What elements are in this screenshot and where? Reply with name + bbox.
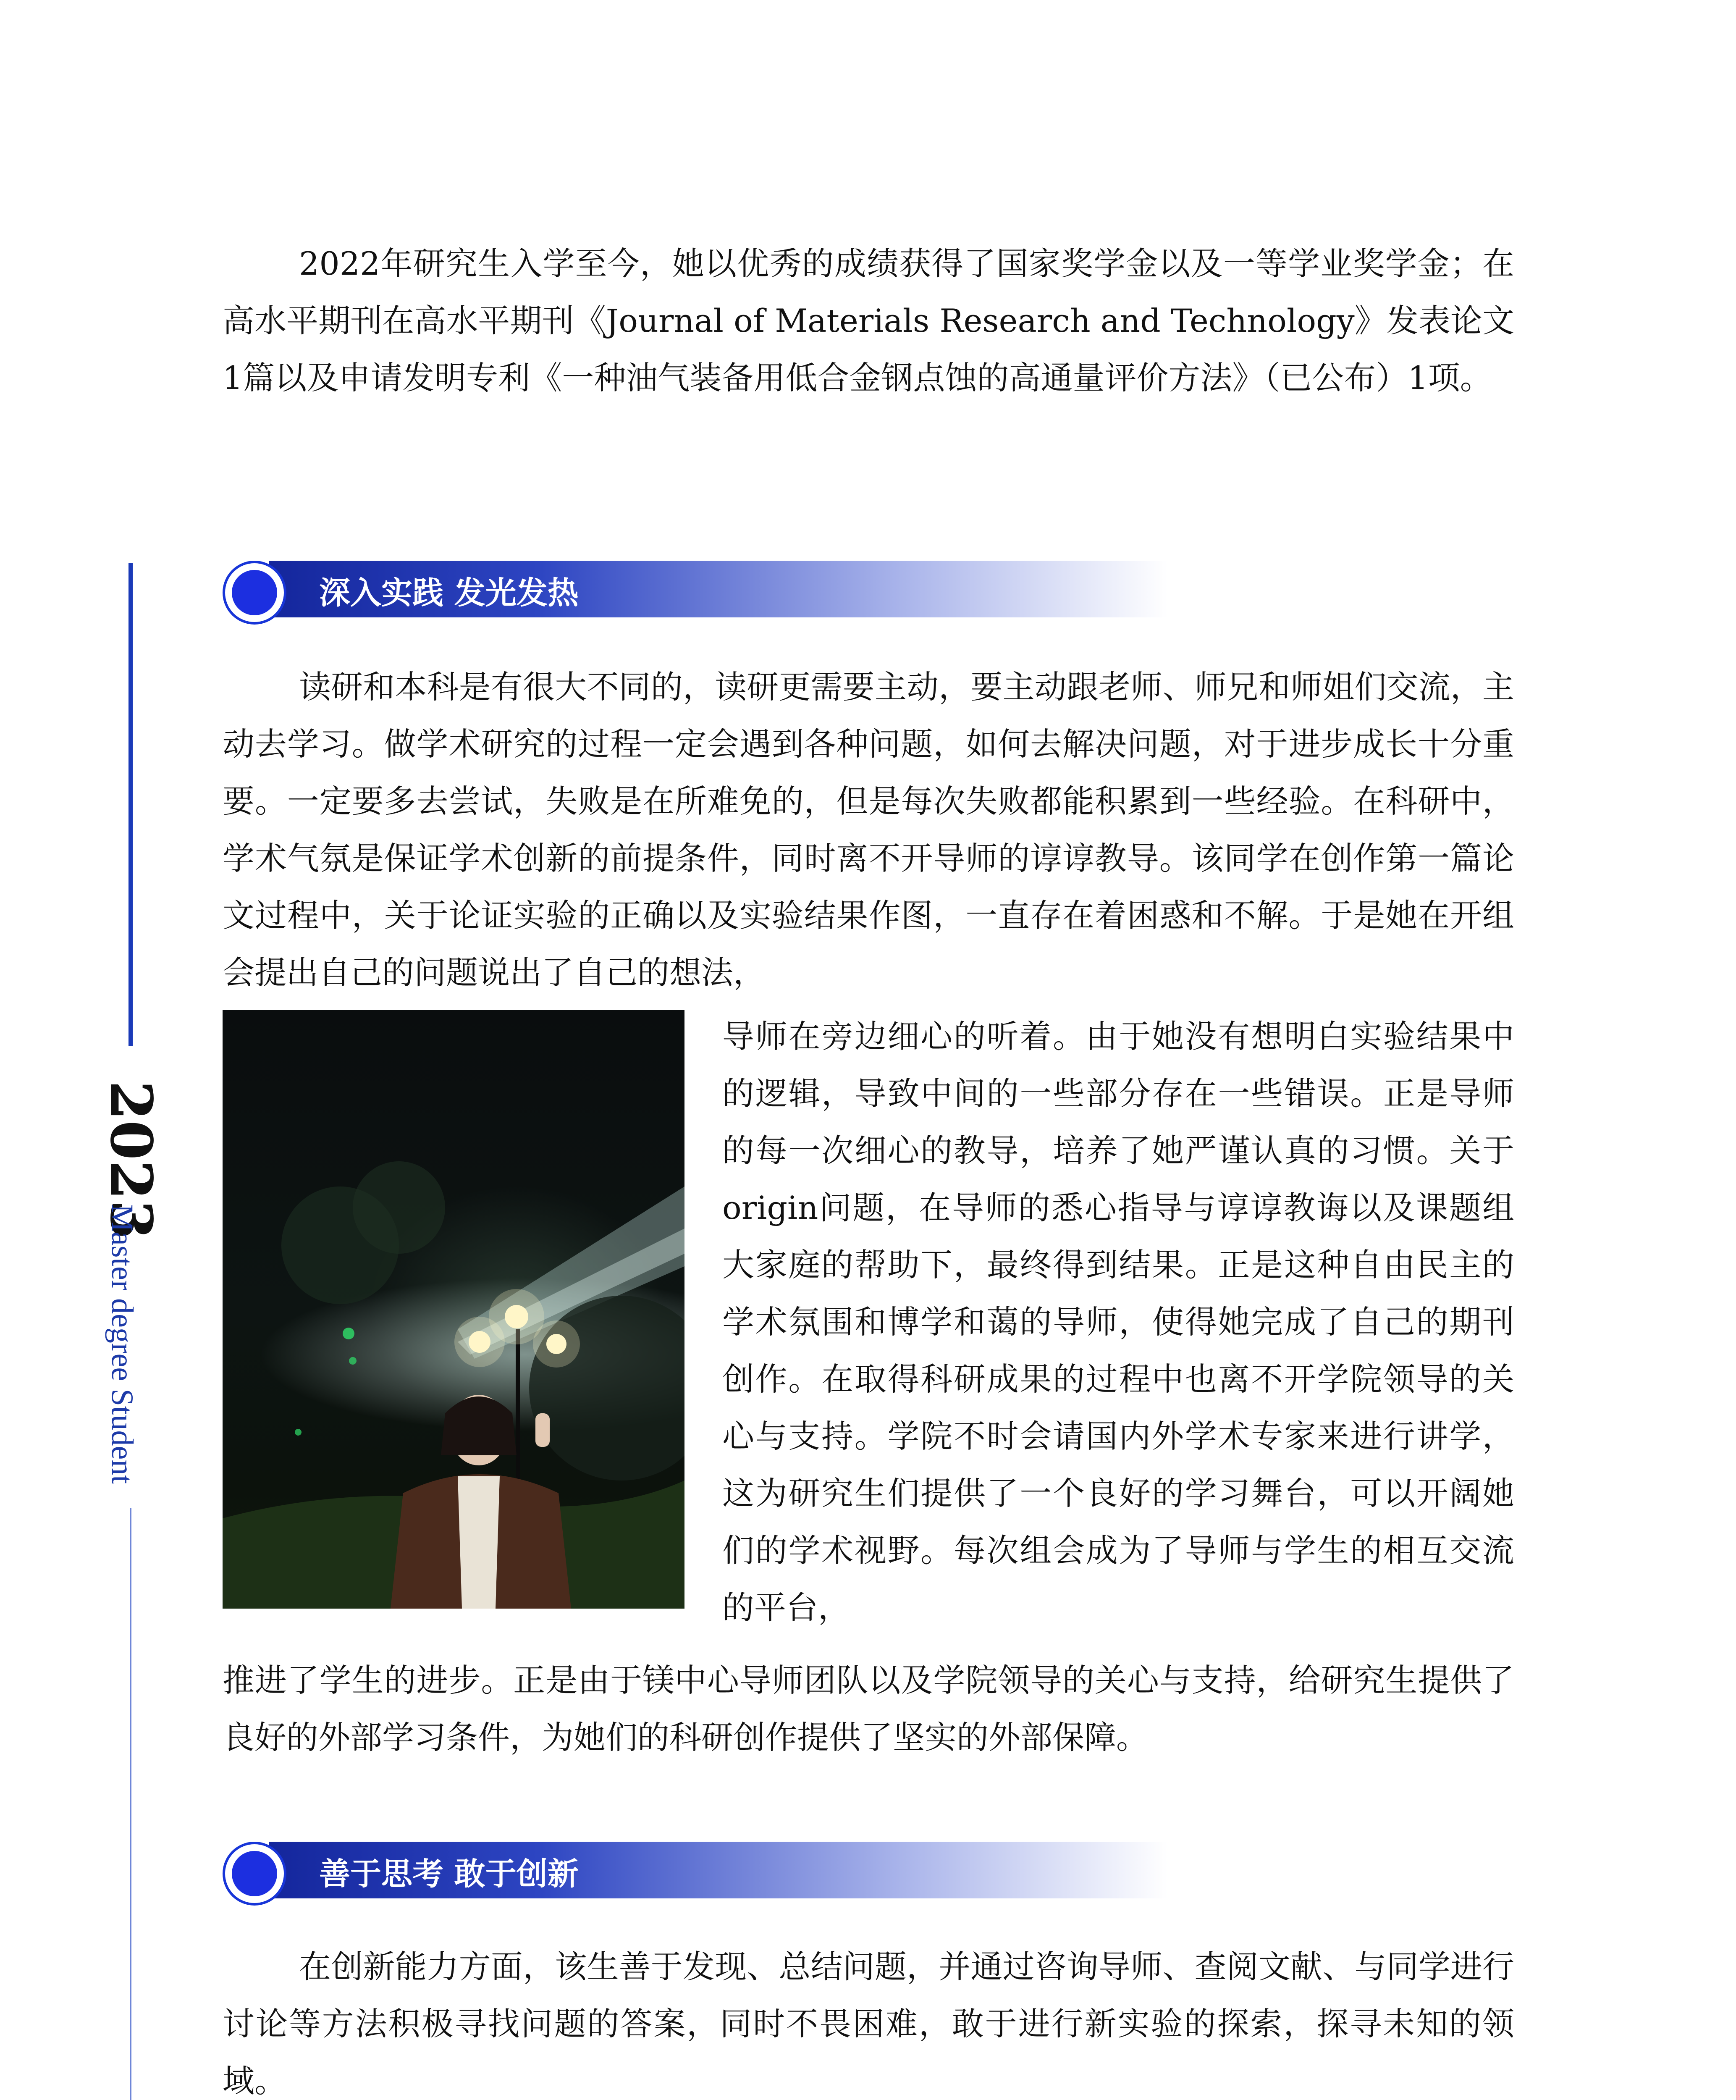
section-title: 善于思考 敢于创新: [319, 1856, 579, 1892]
section-header-practice: [223, 561, 1167, 624]
night-portrait-photo-icon: [223, 1010, 684, 1609]
section1-paragraph-top: 读研和本科是有很大不同的，读研更需要主动，要主动跟老师、师兄和师姐们交流，主动去学习。做学术研究的过程一定会遇到各种问题，如何去解决问题，对于进步成长十分重要。一定要多去尝试，失败是在所难免的，但是每次失败都能积累到一些经验。在科研中，学术气氛是保证学术创新的前提条件，同时离不开导师的谆谆教导。该同学在创作第一篇论文过程中，关于论证实验的正确以及实验结果作图，一直存在着困惑和不解。于是她在开组会提出自己的问题说出了自己的想法，: [223, 668, 1514, 991]
student-night-photo: [223, 1010, 684, 1609]
sidebar-line-bottom: [130, 1508, 131, 2100]
circle-bullet-icon: [223, 561, 286, 625]
section-title: 深入实践 发光发热: [319, 575, 579, 611]
section1-paragraph-bottom: 推进了学生的进步。正是由于镁中心导师团队以及学院领导的关心与支持，给研究生提供了良好的外部学习条件，为她们的科研创作提供了坚实的外部保障。: [223, 1662, 1514, 1756]
circle-bullet-icon: [223, 1842, 286, 1906]
sidebar-year: 2023: [97, 1080, 165, 1240]
section-header-innovation: [223, 1842, 1167, 1905]
intro-paragraph: 2022年研究生入学至今，她以优秀的成绩获得了国家奖学金以及一等学业奖学金；在高水平期刊在高水平期刊《Journal of Materials Research and Technology》发表论文1篇以及申请发明专利《一种油气装备用低合金钢点蚀的高通量评价方法》（已公布）1项。: [223, 245, 1514, 396]
section1-paragraph-side: 导师在旁边细心的听着。由于她没有想明白实验结果中的逻辑，导致中间的一些部分存在一些错误。正是导师的每一次细心的教导，培养了她严谨认真的习惯。关于origin问题，在导师的悉心指导与谆谆教诲以及课题组大家庭的帮助下，最终得到结果。正是这种自由民主的学术氛围和博学和蔼的导师，使得她完成了自己的期刊创作。在取得科研成果的过程中也离不开学院领导的关心与支持。学院不时会请国内外学术专家来进行讲学，这为研究生们提供了一个良好的学习舞台，可以开阔她们的学术视野。每次组会成为了导师与学生的相互交流的平台，: [722, 1018, 1514, 1626]
section2-paragraph: 在创新能力方面，该生善于发现、总结问题，并通过咨询导师、查阅文献、与同学进行讨论等方法积极寻找问题的答案，同时不畏困难，敢于进行新实验的探索，探寻未知的领域。: [223, 1948, 1514, 2100]
sidebar-subtitle: Master degree Student: [105, 1204, 139, 1484]
sidebar-line-top: [128, 563, 133, 1046]
